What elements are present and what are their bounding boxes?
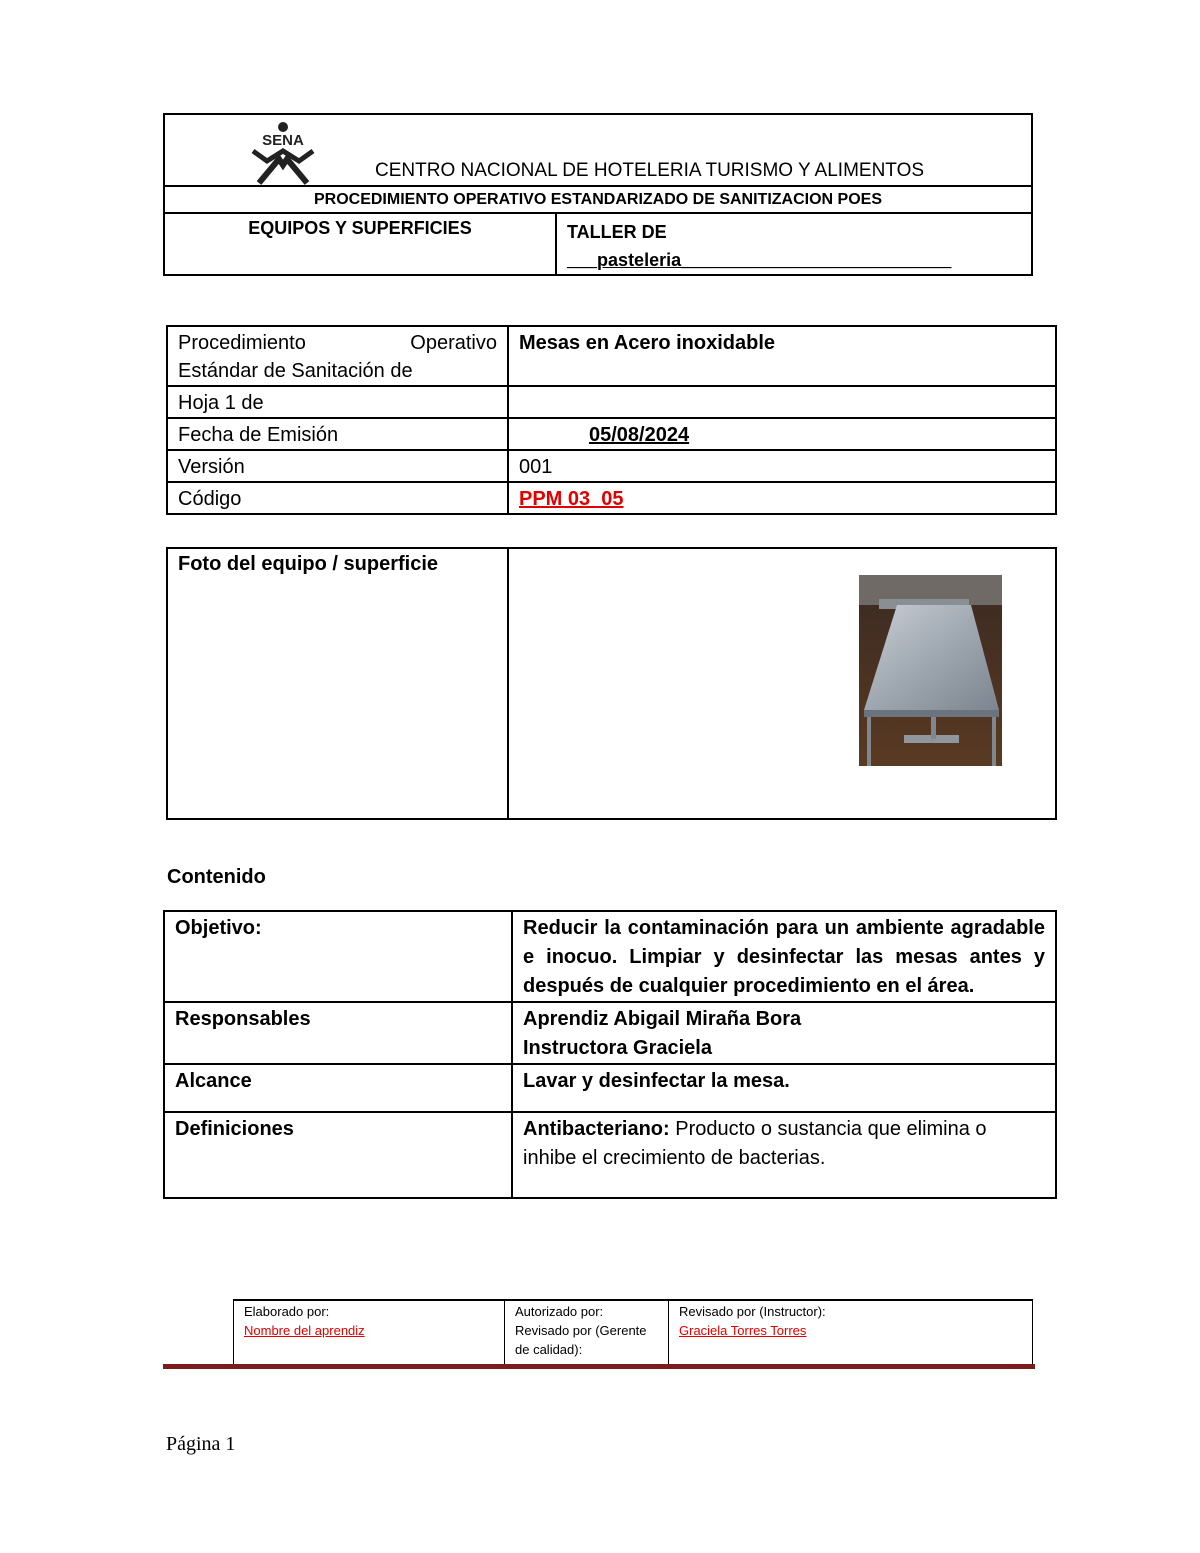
alcance-value: Lavar y desinfectar la mesa. [512,1064,1056,1112]
autorizado-cell [505,1300,669,1366]
alcance-label: Alcance [164,1064,512,1112]
contenido-table [163,910,1057,1199]
taller-value: pasteleria [597,250,682,270]
logo-text: SENA [262,132,304,149]
definition-text: Producto o sustancia que elimina o inhibe el crecimiento de bacterias. [523,1118,987,1169]
taller-cell: TALLER DE ___pasteleria___________________________ [556,213,1032,275]
contenido-heading: Contenido [167,866,266,888]
photo-table [166,547,1057,820]
elaborado-label: Elaborado por: [244,1304,330,1319]
proc-label-cell [167,326,508,386]
elaborado-cell [234,1300,505,1366]
hoja-label: Hoja 1 de [167,386,508,418]
revisado-gerente: Revisado por (Gerente de calidad): [515,1323,647,1357]
revisado-instructor-label: Revisado por (Instructor): [679,1304,826,1319]
hoja-value [508,386,1056,418]
definition-term: Antibacteriano: [523,1118,670,1140]
responsable-1: Aprendiz Abigail Miraña Bora [523,1008,802,1030]
definiciones-label: Definiciones [164,1112,512,1198]
objetivo-value: Reducir la contaminación para un ambiente agradable e inocuo. Limpiar y desinfectar las mesas antes y después de cualquier procedimiento en el área. [512,911,1056,1002]
signature-table [233,1299,1033,1366]
taller-label: TALLER DE [567,222,667,242]
header-title-cell [164,114,1032,186]
responsables-label: Responsables [164,1002,512,1064]
procedure-title: PROCEDIMIENTO OPERATIVO ESTANDARIZADO DE SANITIZACION POES [164,186,1032,213]
version-value: 001 [508,450,1056,482]
sena-logo [245,121,321,185]
steel-table-photo [859,575,1002,766]
photo-cell [508,548,1056,819]
proc-label-2: Operativo [410,332,497,354]
definiciones-cell [512,1112,1056,1198]
objetivo-label: Objetivo: [164,911,512,1002]
proc-label-1: Procedimiento [178,332,306,354]
equipment-label: EQUIPOS Y SUPERFICIES [164,213,556,275]
fecha-value: 05/08/2024 [508,418,1056,450]
revisado-instructor-cell [669,1300,1033,1366]
revisado-instructor-value: Graciela Torres Torres [679,1323,807,1338]
codigo-cell [508,482,1056,514]
proc-value: Mesas en Acero inoxidable [508,326,1056,386]
codigo-label: Código [167,482,508,514]
responsable-2: Instructora Graciela [523,1037,712,1059]
elaborado-value: Nombre del aprendiz [244,1323,365,1338]
fecha-label: Fecha de Emisión [167,418,508,450]
footer-rule [163,1364,1035,1369]
codigo-value: PPM 03_05 [519,488,624,510]
autorizado-label: Autorizado por: [515,1304,604,1319]
header-table [163,113,1033,276]
version-label: Versión [167,450,508,482]
proc-label-3: Estándar de Sanitación de [178,360,413,382]
responsables-cell [512,1002,1056,1064]
institution-title: CENTRO NACIONAL DE HOTELERIA TURISMO Y ALIMENTOS [375,160,925,181]
photo-label: Foto del equipo / superficie [167,548,508,819]
info-table [166,325,1057,515]
page-number: Página 1 [166,1433,236,1455]
